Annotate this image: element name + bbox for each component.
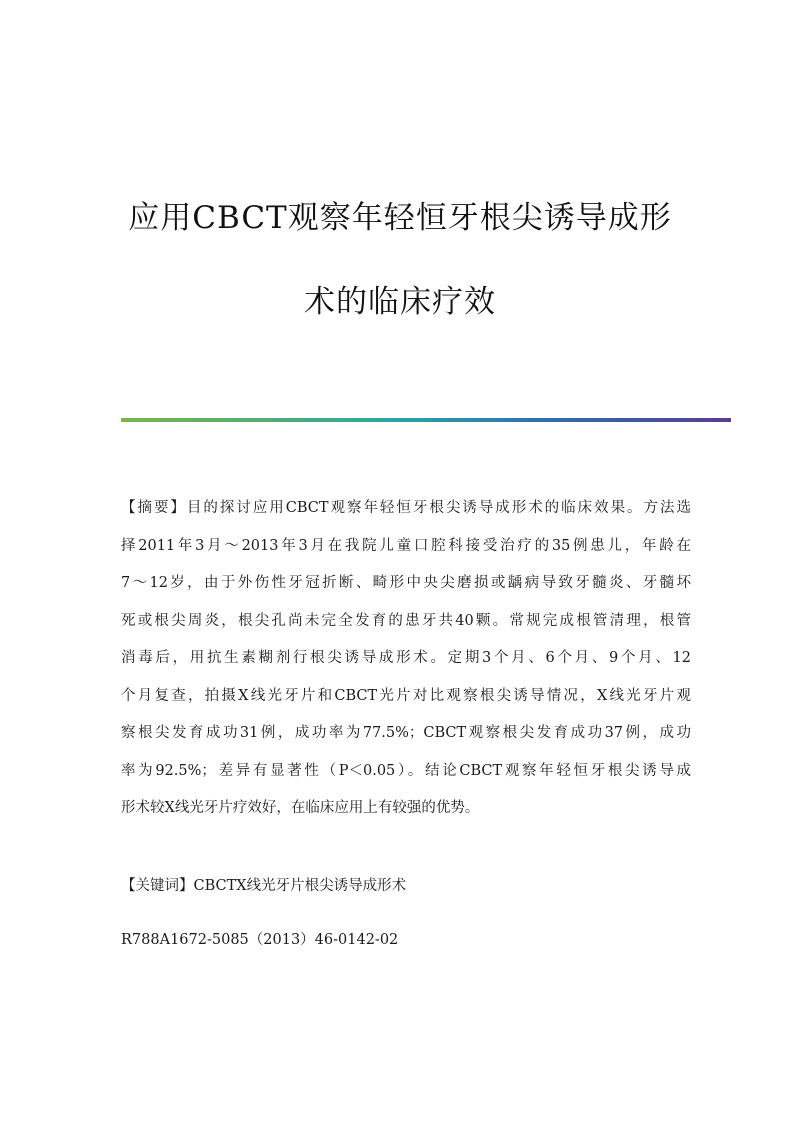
keywords: 【关键词】CBCTX线光牙片根尖诱导成形术 <box>121 878 407 894</box>
paper-title-line-1: 应用CBCT观察年轻恒牙根尖诱导成形 <box>128 200 672 236</box>
classification-code: R788A1672-5085（2013）46-0142-02 <box>121 932 399 948</box>
abstract-line: 7～12岁，由于外伤性牙冠折断、畸形中央尖磨损或龋病导致牙髓炎、牙髓坏 <box>121 575 691 591</box>
abstract-paragraph <box>121 490 691 828</box>
abstract-line: 率为92.5%；差异有显著性（P＜0.05）。结论CBCT观察年轻恒牙根尖诱导成 <box>121 762 691 779</box>
abstract-line: 个月复查，拍摄X线光牙片和CBCT光片对比观察根尖诱导情况，X线光牙片观 <box>121 687 691 704</box>
abstract-line: 择2011年3月～2013年3月在我院儿童口腔科接受治疗的35例患儿，年龄在 <box>121 537 691 554</box>
paper-title-line-2: 术的临床疗效 <box>304 284 496 320</box>
abstract-line: 形术较X线光牙片疗效好，在临床应用上有较强的优势。 <box>121 800 480 816</box>
abstract-line: 【摘要】目的探讨应用CBCT观察年轻恒牙根尖诱导成形术的临床效果。方法选 <box>121 500 691 516</box>
abstract-line: 死或根尖周炎，根尖孔尚未完全发育的患牙共40颗。常规完成根管清理，根管 <box>121 612 691 629</box>
abstract-line: 察根尖发育成功31例，成功率为77.5%；CBCT观察根尖发育成功37例，成功 <box>121 725 691 741</box>
gradient-divider <box>121 418 731 422</box>
abstract-line: 消毒后，用抗生素糊剂行根尖诱导成形术。定期3个月、6个月、9个月、12 <box>121 650 691 666</box>
